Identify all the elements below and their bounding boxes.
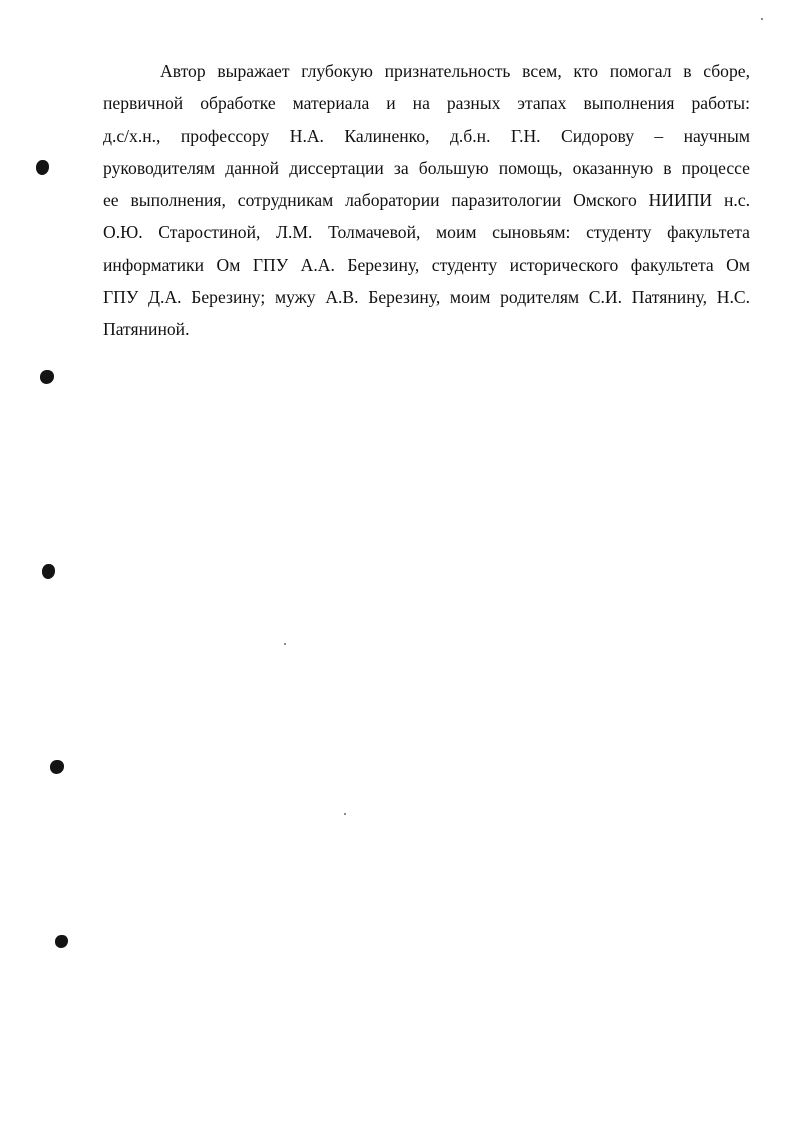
scan-speck xyxy=(761,18,763,20)
punch-hole-mark xyxy=(36,160,49,175)
paragraph-line: руководителям данной диссертации за большую помощь, оказанную в процессе xyxy=(103,157,750,178)
punch-hole-mark xyxy=(40,370,54,384)
scan-speck xyxy=(284,643,286,645)
punch-hole-mark xyxy=(50,760,64,774)
paragraph-line: ее выполнения, сотрудникам лаборатории паразитологии Омского НИИПИ н.с. xyxy=(103,190,750,211)
paragraph-line: Патяниной. xyxy=(103,319,190,340)
punch-hole-mark xyxy=(55,935,68,948)
paragraph-line: первичной обработке материала и на разных этапах выполнения работы: xyxy=(103,93,750,114)
paragraph-line: О.Ю. Старостиной, Л.М. Толмачевой, моим сыновьям: студенту факультета xyxy=(103,222,750,243)
scan-speck xyxy=(344,813,346,815)
paragraph-line: ГПУ Д.А. Березину; мужу А.В. Березину, моим родителям С.И. Патянину, Н.С. xyxy=(103,287,750,308)
paragraph-line: д.с/х.н., профессору Н.А. Калиненко, д.б.н. Г.Н. Сидорову – научным xyxy=(103,125,750,146)
paragraph-line: Автор выражает глубокую признательность всем, кто помогал в сборе, xyxy=(160,61,750,81)
paragraph-line: информатики Ом ГПУ А.А. Березину, студенту исторического факультета Ом xyxy=(103,254,750,275)
punch-hole-mark xyxy=(42,564,55,579)
acknowledgement-paragraph xyxy=(103,55,750,346)
